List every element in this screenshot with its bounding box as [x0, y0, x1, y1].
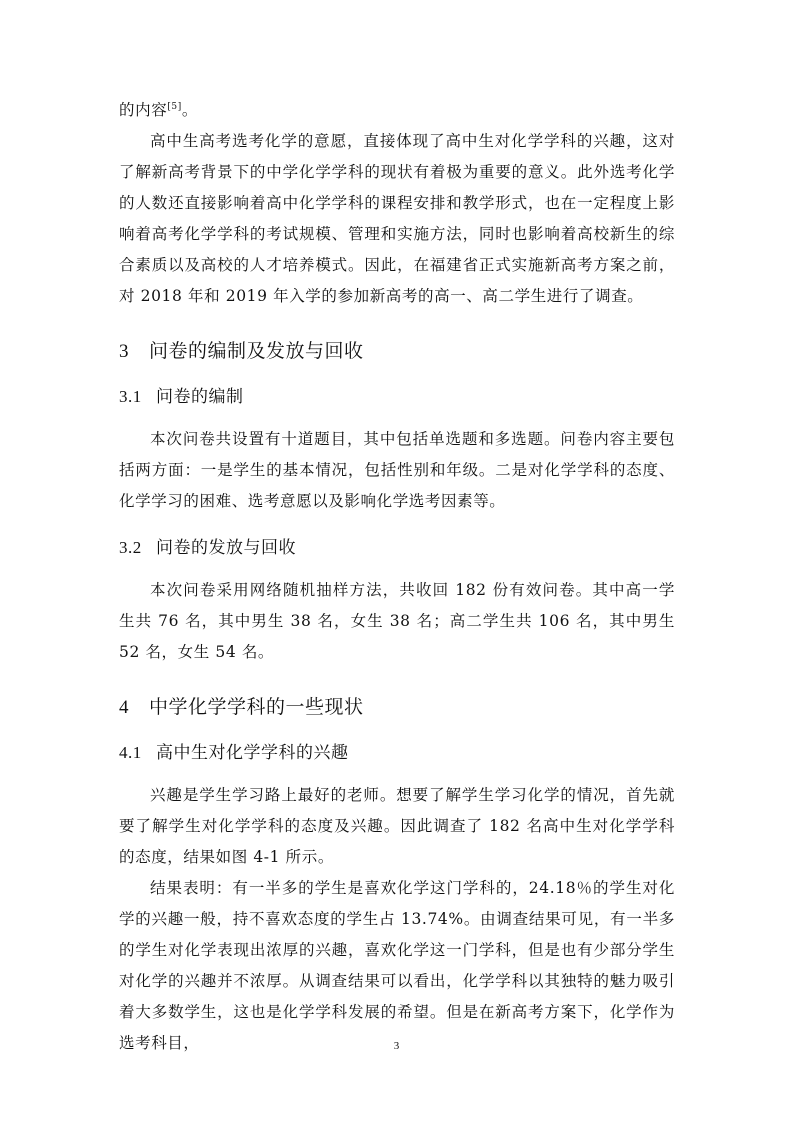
- section-4-1-number: 4.1: [119, 743, 142, 762]
- section-4-1-paragraph-1: 兴趣是学生学习路上最好的老师。想要了解学生学习化学的情况，首先就要了解学生对化学学科的态度及兴趣。因此调查了 182 名高中生对化学学科的态度，结果如图 4-1 所示。: [119, 786, 675, 866]
- continued-text: 的内容: [119, 101, 168, 119]
- section-4-1-paragraph-2: 结果表明：有一半多的学生是喜欢化学这门学科的，24.18％的学生对化学的兴趣一般，持不喜欢态度的学生占 13.74%。由调查结果可见，有一半多的学生对化学表现出浓厚的兴趣，喜欢化学这一门学科，但是也有少部分学生对化学的兴趣并不浓厚。从调查结果可以看出，化学学科以其独特的魅力吸引着大多数学生，这也是化学学科发展的希望。但是在新高考方案下，化学作为选考科目，: [119, 879, 675, 1052]
- section-4-1-title: 高中生对化学学科的兴趣: [156, 743, 349, 763]
- section-3-2-number: 3.2: [119, 538, 142, 557]
- section-3-heading: [119, 337, 675, 366]
- section-4-number: 4: [119, 697, 129, 718]
- section-3-2-paragraph: 本次问卷采用网络随机抽样方法，共收回 182 份有效问卷。其中高一学生共 76 名，其中男生 38 名，女生 38 名；高二学生共 106 名，其中男生 52 名，女生 54 名。: [119, 581, 675, 661]
- section-3-number: 3: [119, 341, 129, 362]
- page-number: 3: [393, 1040, 400, 1052]
- page-content: [119, 95, 675, 1059]
- section-3-1-number: 3.1: [119, 387, 142, 406]
- intro-paragraph: 高中生高考选考化学的意愿，直接体现了高中生对化学学科的兴趣，这对了解新高考背景下的中学化学学科的现状有着极为重要的意义。此外选考化学的人数还直接影响着高中化学学科的课程安排和教学形式，也在一定程度上影响着高考化学学科的考试规模、管理和实施方法，同时也影响着高校新生的综合素质以及高校的人才培养模式。因此，在福建省正式实施新高考方案之前，对 2018 年和 2019 年入学的参加新高考的高一、高二学生进行了调查。: [119, 132, 675, 305]
- section-3-title: 问卷的编制及发放与回收: [149, 340, 364, 362]
- section-3-2-title: 问卷的发放与回收: [156, 538, 296, 558]
- continued-paragraph: [119, 95, 675, 126]
- section-3-1-paragraph: 本次问卷共设置有十道题目，其中包括单选题和多选题。问卷内容主要包括两方面：一是学生的基本情况，包括性别和年级。二是对化学学科的态度、化学学习的困难、选考意愿以及影响化学选考因素等。: [119, 430, 675, 510]
- section-3-2-heading: [119, 535, 675, 561]
- section-3-1-title: 问卷的编制: [156, 387, 244, 407]
- section-4-heading: [119, 693, 675, 722]
- section-4-1-heading: [119, 740, 675, 766]
- citation-ref[interactable]: [5]: [167, 102, 182, 112]
- section-3-1-heading: [119, 384, 675, 410]
- section-4-title: 中学化学学科的一些现状: [149, 696, 364, 718]
- continued-end: 。: [181, 101, 198, 119]
